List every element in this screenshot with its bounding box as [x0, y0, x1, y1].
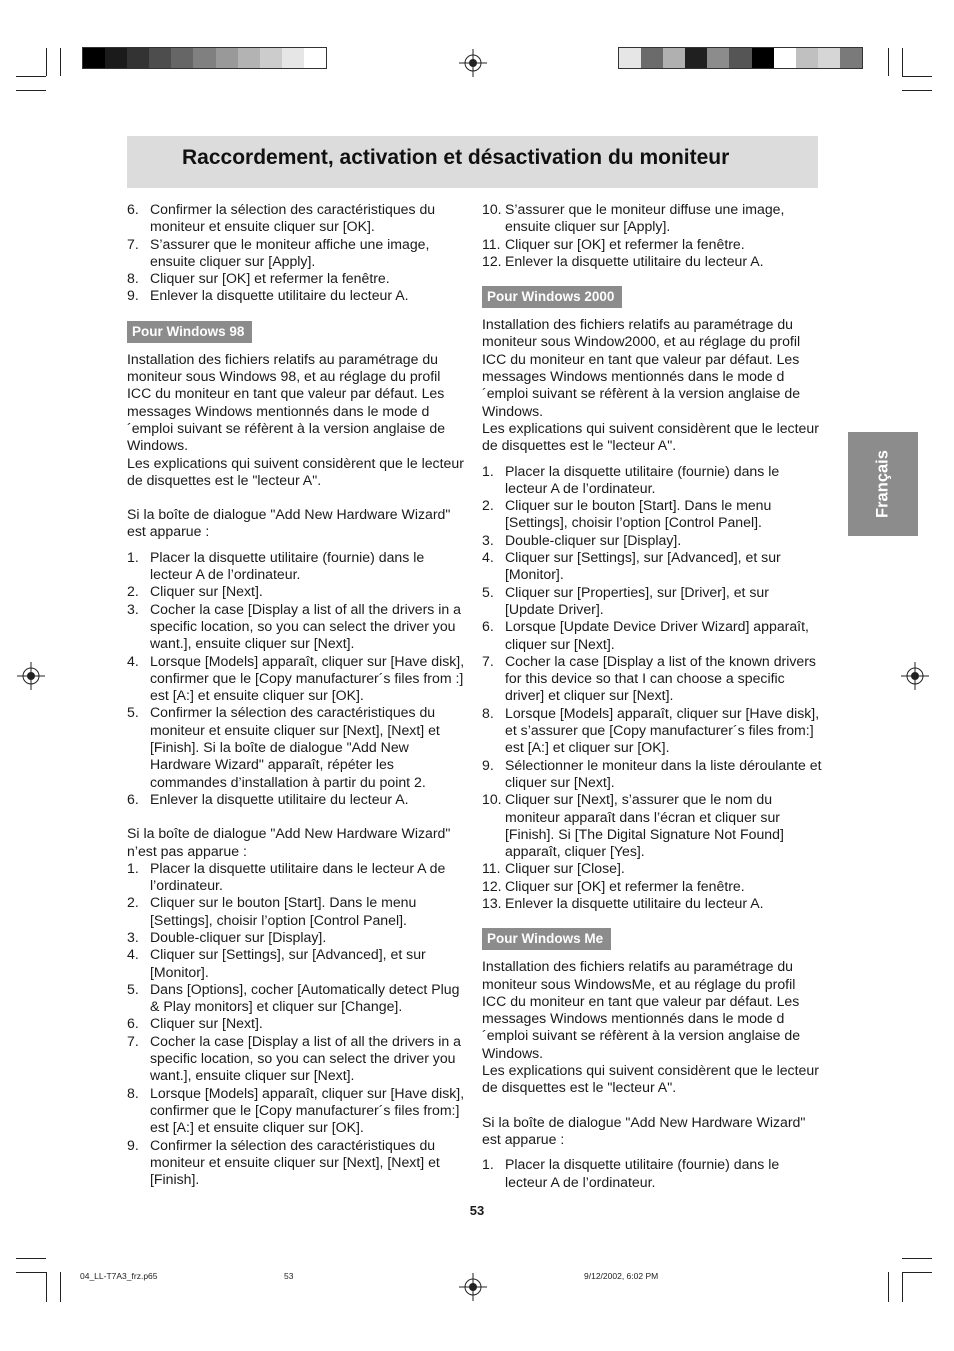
- step-text: Lorsque [Models] apparaît, cliquer sur [Have disk], et s’assurer que [Copy manufacturer´s files from:] est [A:] et cliquer sur [OK].: [505, 704, 820, 756]
- step-text: Placer la disquette utilitaire (fournie) dans le lecteur A de l’ordinateur.: [505, 1156, 780, 1190]
- list-item: [127, 270, 467, 287]
- color-bar-left: [82, 47, 327, 69]
- color-swatch: [83, 48, 105, 68]
- color-swatch: [796, 48, 818, 68]
- list-item: [482, 895, 822, 912]
- section-windows-me: [482, 928, 822, 950]
- winme-intro-drive: Les explications qui suivent considèrent que le lecteur de disquettes est le "lecteur A".: [482, 1062, 819, 1096]
- step-number: 8.: [127, 270, 139, 287]
- step-number: 6.: [127, 201, 139, 217]
- step-number: 12.: [482, 877, 502, 894]
- list-item: [482, 532, 822, 549]
- list-item: [127, 894, 467, 929]
- step-number: 7.: [127, 235, 139, 252]
- step-number: 4.: [127, 652, 139, 669]
- step-text: Cliquer sur [Properties], sur [Driver], et sur [Update Driver].: [505, 583, 769, 617]
- step-text: Confirmer la sélection des caractéristiques du moniteur et ensuite cliquer sur [Next], [Next] et [Finish]. Si la boîte de dialogue "Add New Hardware Wizard" apparaît, répéter les commandes d’installation à partir du point 2.: [150, 704, 440, 790]
- step-number: 5.: [127, 704, 139, 721]
- step-number: 3.: [127, 600, 139, 617]
- list-item: [127, 236, 467, 271]
- color-swatch: [216, 48, 238, 68]
- color-swatch: [304, 48, 326, 68]
- footer-file-name: 04_LL-T7A3_frz.p65: [80, 1271, 158, 1281]
- step-text: Lorsque [Update Device Driver Wizard] apparaît, cliquer sur [Next].: [505, 618, 809, 652]
- list-item: [127, 1015, 467, 1032]
- left-continued-steps: [127, 201, 467, 305]
- step-text: Enlever la disquette utilitaire du lecteur A.: [150, 790, 409, 807]
- step-text: Enlever la disquette utilitaire du lecteur A.: [505, 252, 764, 269]
- section-windows-2000: [482, 286, 822, 308]
- step-text: Placer la disquette utilitaire (fournie) dans le lecteur A de l’ordinateur.: [505, 462, 780, 496]
- list-item: [482, 236, 822, 253]
- color-swatch: [282, 48, 304, 68]
- step-text: Enlever la disquette utilitaire du lecteur A.: [505, 894, 764, 911]
- step-number: 11.: [482, 235, 501, 252]
- step-number: 7.: [127, 1032, 139, 1049]
- section-heading-windows-me: Pour Windows Me: [482, 928, 611, 950]
- list-item: [127, 860, 467, 895]
- step-text: Cliquer sur [Settings], sur [Advanced], et sur [Monitor].: [505, 549, 781, 583]
- step-text: Cocher la case [Display a list of all the drivers in a specific location, so you can select the driver you want.], ensuite cliquer sur [Next].: [150, 600, 461, 652]
- step-text: Cliquer sur [Next], s’assurer que le nom du moniteur apparaît dans l’écran et cliquer sur [Finish]. Si [The Digital Signature Not Found] apparaît, cliquer [Yes].: [505, 791, 784, 860]
- win2000-steps: [482, 463, 822, 913]
- list-item: [482, 253, 822, 270]
- step-number: 1.: [127, 859, 139, 876]
- list-item: [482, 860, 822, 877]
- step-text: Cliquer sur le bouton [Start]. Dans le menu [Settings], choisir l’option [Control Panel].: [150, 894, 417, 928]
- winme-steps: [482, 1156, 822, 1191]
- list-item: [482, 201, 822, 236]
- step-number: 2.: [127, 583, 139, 600]
- color-swatch: [193, 48, 215, 68]
- list-item: [482, 878, 822, 895]
- list-item: [482, 705, 822, 757]
- list-item: [482, 584, 822, 619]
- page-title: Raccordement, activation et désactivation du moniteur: [182, 146, 730, 169]
- step-number: 1.: [482, 1156, 494, 1173]
- step-number: 10.: [482, 201, 502, 217]
- color-swatch: [707, 48, 729, 68]
- list-item: [127, 549, 467, 584]
- right-column: [482, 201, 822, 1191]
- list-item: [482, 791, 822, 860]
- language-tab-label: Français: [873, 450, 892, 518]
- color-bar-right: [618, 47, 863, 69]
- registration-mark-bottom-icon: [459, 1273, 487, 1301]
- registration-mark-right-icon: [901, 662, 929, 690]
- step-text: Confirmer la sélection des caractéristiques du moniteur et ensuite cliquer sur [Next], [Next] et [Finish].: [150, 1136, 440, 1188]
- win98-case1-steps: [127, 549, 467, 808]
- language-tab: [848, 432, 918, 536]
- list-item: [127, 929, 467, 946]
- step-number: 3.: [127, 928, 139, 945]
- color-swatch: [663, 48, 685, 68]
- step-number: 9.: [127, 1136, 139, 1153]
- step-number: 4.: [127, 946, 139, 963]
- step-text: Cliquer sur le bouton [Start]. Dans le menu [Settings], choisir l’option [Control Panel].: [505, 497, 772, 531]
- step-number: 1.: [127, 548, 139, 565]
- section-heading-windows-98: Pour Windows 98: [127, 321, 252, 343]
- step-text: Double-cliquer sur [Display].: [505, 531, 682, 548]
- step-number: 8.: [482, 704, 494, 721]
- color-swatch: [641, 48, 663, 68]
- step-text: Lorsque [Models] apparaît, cliquer sur [Have disk], confirmer que le [Copy manufacturer´s files from :] est [A:] et ensuite cliquer sur [OK].: [150, 652, 465, 704]
- step-number: 6.: [127, 790, 139, 807]
- step-number: 1.: [482, 462, 494, 479]
- title-bar: [127, 136, 818, 188]
- section-heading-windows-2000: Pour Windows 2000: [482, 286, 622, 308]
- step-text: S’assurer que le moniteur diffuse une image, ensuite cliquer sur [Apply].: [505, 201, 785, 235]
- win2000-intro-drive: Les explications qui suivent considèrent que le lecteur de disquettes est le "lecteur A".: [482, 419, 819, 454]
- color-swatch: [840, 48, 862, 68]
- step-text: Cliquer sur [Settings], sur [Advanced], et sur [Monitor].: [150, 946, 426, 980]
- color-swatch: [774, 48, 796, 68]
- step-text: Cliquer sur [Close].: [505, 860, 625, 877]
- color-swatch: [171, 48, 193, 68]
- footer-date: 9/12/2002, 6:02 PM: [584, 1271, 659, 1281]
- winme-intro: Installation des fichiers relatifs au paramétrage du moniteur sous WindowsMe, et au réglage du profil ICC du moniteur en tant que valeur par défaut. Les messages Windows mentionnés dans le mode d´emploi suivant se réfèrent à la version anglaise de Windows.: [482, 958, 801, 1061]
- step-number: 13.: [482, 894, 502, 911]
- step-number: 10.: [482, 791, 502, 808]
- list-item: [127, 704, 467, 790]
- step-text: Dans [Options], cocher [Automatically detect Plug & Play monitors] et cliquer sur [Change].: [150, 980, 460, 1015]
- list-item: [127, 201, 467, 236]
- list-item: [127, 1137, 467, 1189]
- list-item: [127, 601, 467, 653]
- step-number: 3.: [482, 531, 494, 548]
- step-number: 5.: [127, 980, 139, 997]
- step-text: Lorsque [Models] apparaît, cliquer sur [Have disk], confirmer que le [Copy manufacturer´s files from:] est [A:] et ensuite cliquer sur [OK].: [150, 1084, 465, 1136]
- list-item: [127, 946, 467, 981]
- list-item: [482, 497, 822, 532]
- list-item: [127, 1033, 467, 1085]
- step-text: Cliquer sur [Next].: [150, 1015, 263, 1032]
- list-item: [127, 791, 467, 808]
- list-item: [127, 653, 467, 705]
- step-text: Placer la disquette utilitaire (fournie) dans le lecteur A de l’ordinateur.: [150, 548, 425, 583]
- list-item: [127, 981, 467, 1016]
- color-swatch: [238, 48, 260, 68]
- step-text: Cliquer sur [OK] et refermer la fenêtre.: [505, 235, 745, 252]
- step-text: Enlever la disquette utilitaire du lecteur A.: [150, 287, 409, 304]
- color-swatch: [260, 48, 282, 68]
- registration-mark-left-icon: [17, 662, 45, 690]
- step-text: Cliquer sur [OK] et refermer la fenêtre.: [505, 877, 745, 894]
- color-swatch: [729, 48, 751, 68]
- step-number: 9.: [127, 287, 139, 304]
- win98-case-wizard-not-shown: Si la boîte de dialogue "Add New Hardware Wizard" n’est pas apparue :: [127, 825, 451, 859]
- color-swatch: [818, 48, 840, 68]
- list-item: [482, 618, 822, 653]
- footer-page: 53: [284, 1271, 294, 1281]
- winme-case-wizard-shown: Si la boîte de dialogue "Add New Hardware Wizard" est apparue :: [482, 1113, 806, 1147]
- list-item: [482, 549, 822, 584]
- step-text: Confirmer la sélection des caractéristiques du moniteur et ensuite cliquer sur [OK].: [150, 201, 436, 235]
- step-number: 6.: [127, 1015, 139, 1032]
- step-number: 7.: [482, 652, 494, 669]
- list-item: [482, 757, 822, 792]
- color-swatch: [149, 48, 171, 68]
- step-text: Cliquer sur [OK] et refermer la fenêtre.: [150, 270, 390, 287]
- step-number: 4.: [482, 549, 494, 566]
- win2000-intro: Installation des fichiers relatifs au paramétrage du moniteur sous Window2000, et au réglage du profil ICC du moniteur en tant que valeur par défaut. Les messages Windows mentionnés dans le mode d´emploi suivant se réfèrent à la version anglaise de Windows.: [482, 316, 801, 419]
- step-text: Placer la disquette utilitaire dans le lecteur A de l’ordinateur.: [150, 859, 446, 894]
- list-item: [127, 583, 467, 600]
- list-item: [482, 463, 822, 498]
- step-number: 6.: [482, 618, 494, 635]
- list-item: [482, 1156, 822, 1191]
- color-swatch: [619, 48, 641, 68]
- color-swatch: [127, 48, 149, 68]
- step-number: 2.: [127, 894, 139, 911]
- win98-intro: Installation des fichiers relatifs au paramétrage du moniteur sous Windows 98, et au réglage du profil ICC du moniteur en tant que valeur par défaut. Les messages Windows mentionnés dans le mode d´emploi suivant se réfèrent à la version anglaise de Windows.: [127, 350, 446, 454]
- section-windows-98: [127, 321, 467, 343]
- list-item: [482, 653, 822, 705]
- color-swatch: [105, 48, 127, 68]
- step-text: Cocher la case [Display a list of the known drivers for this device so that I can choose a specific driver] et cliquer sur [Next].: [505, 652, 816, 704]
- color-swatch: [752, 48, 774, 68]
- step-number: 2.: [482, 497, 494, 514]
- right-continued-steps: [482, 201, 822, 270]
- step-text: Sélectionner le moniteur dans la liste déroulante et cliquer sur [Next].: [505, 756, 822, 790]
- win98-case-wizard-shown: Si la boîte de dialogue "Add New Hardware Wizard" est apparue :: [127, 506, 451, 540]
- left-column: [127, 201, 467, 1188]
- step-text: Cocher la case [Display a list of all the drivers in a specific location, so you can select the driver you want.], ensuite cliquer sur [Next].: [150, 1032, 461, 1084]
- page-number: 53: [469, 1203, 485, 1218]
- color-swatch: [685, 48, 707, 68]
- step-number: 8.: [127, 1084, 139, 1101]
- step-number: 5.: [482, 583, 494, 600]
- step-number: 11.: [482, 860, 501, 877]
- registration-mark-top-icon: [459, 49, 487, 77]
- win98-case2-steps: [127, 860, 467, 1189]
- step-text: Cliquer sur [Next].: [150, 583, 263, 600]
- step-text: Double-cliquer sur [Display].: [150, 928, 327, 945]
- step-number: 12.: [482, 252, 502, 269]
- list-item: [127, 287, 467, 304]
- step-number: 9.: [482, 756, 494, 773]
- step-text: S’assurer que le moniteur affiche une image, ensuite cliquer sur [Apply].: [150, 235, 430, 269]
- list-item: [127, 1085, 467, 1137]
- win98-intro-drive: Les explications qui suivent considèrent que le lecteur de disquettes est le "lecteur A".: [127, 454, 464, 488]
